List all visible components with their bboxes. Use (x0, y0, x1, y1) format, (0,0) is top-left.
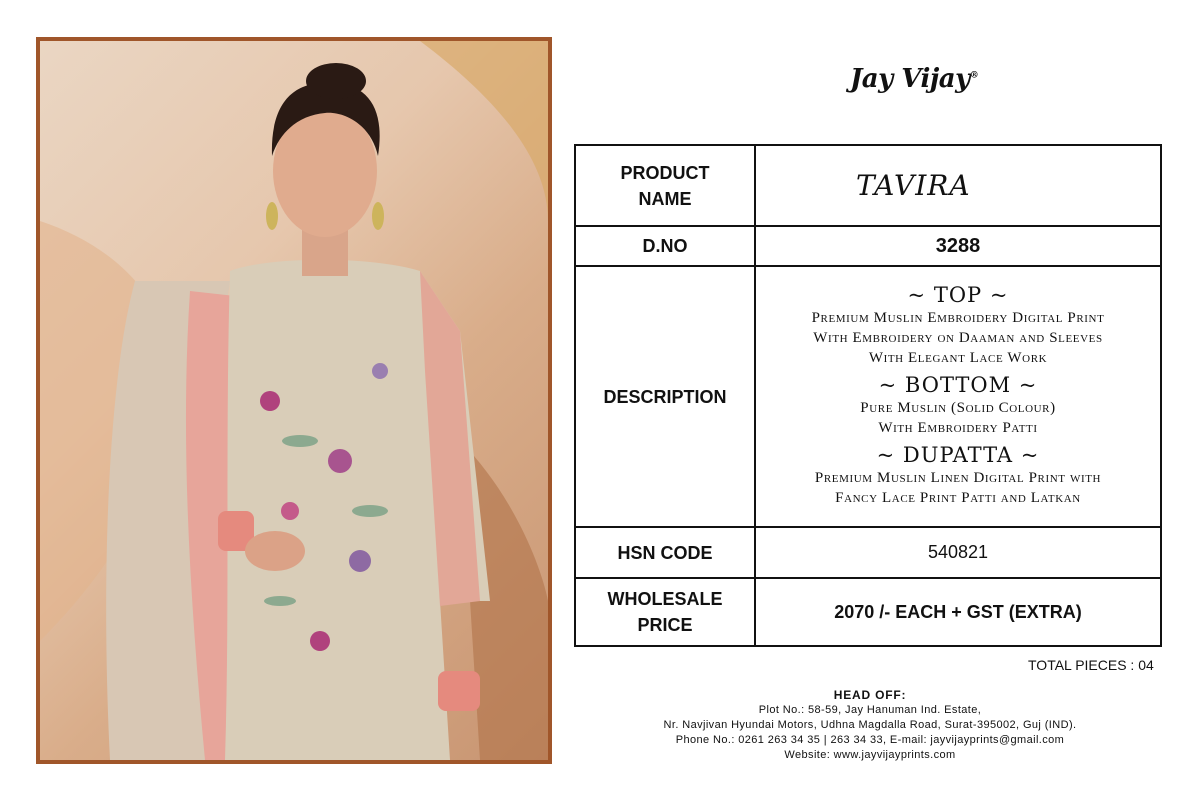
desc-top-block (756, 282, 1160, 368)
model-illustration (40, 41, 548, 760)
desc-top-heading: ~ TOP ~ (907, 282, 1009, 307)
value-product-name-cell (755, 145, 1161, 226)
label-product-name (575, 145, 755, 226)
footer-heading: HEAD OFF: (833, 688, 907, 702)
wholesale-price-value: 2070 /- EACH + GST (EXTRA) (834, 601, 1082, 622)
desc-bottom-line: With Embroidery Patti (878, 419, 1038, 436)
label-price-line1: WHOLESALE (607, 589, 723, 609)
value-description-cell (755, 266, 1161, 527)
value-dno-cell (755, 226, 1161, 266)
desc-bottom-block (756, 372, 1160, 438)
label-wholesale-price (575, 578, 755, 646)
desc-top-line: With Elegant Lace Work (868, 349, 1048, 366)
row-dno (575, 226, 1161, 266)
head-office-footer (600, 688, 1140, 763)
label-price-line2: PRICE (637, 615, 693, 635)
product-spec-table (574, 144, 1162, 647)
footer-website-line: Website: www.jayvijayprints.com (784, 749, 956, 761)
label-product-name-line2: NAME (638, 188, 692, 209)
desc-dupatta-heading: ~ DUPATTA ~ (876, 442, 1040, 467)
desc-bottom-heading: ~ BOTTOM ~ (878, 372, 1038, 397)
desc-dupatta-block (756, 442, 1160, 508)
dno-value: 3288 (935, 234, 981, 257)
registered-mark: ® (969, 70, 979, 81)
total-pieces: TOTAL PIECES : 04 (1028, 657, 1154, 673)
desc-top-line: With Embroidery on Daaman and Sleeves (813, 329, 1103, 346)
label-description: DESCRIPTION (575, 266, 755, 527)
label-product-name-line1: PRODUCT (620, 162, 710, 183)
footer-address-line2: Nr. Navjivan Hyundai Motors, Udhna Magdalla Road, Surat-395002, Guj (IND). (663, 719, 1077, 731)
hsn-code-value: 540821 (927, 542, 989, 562)
footer-address-line1: Plot No.: 58-59, Jay Hanuman Ind. Estate, (758, 704, 982, 716)
value-hsn-cell (755, 527, 1161, 578)
row-hsn-code (575, 527, 1161, 578)
brand-logo (850, 64, 978, 94)
product-photo-frame (36, 37, 552, 764)
model-photo (40, 41, 548, 760)
footer-contact-line: Phone No.: 0261 263 34 35 | 263 34 33, E-mail: jayvijayprints@gmail.com (675, 734, 1065, 746)
row-product-name (575, 145, 1161, 226)
desc-dupatta-line: Premium Muslin Linen Digital Print with (814, 469, 1102, 486)
product-name-value: TAVIRA (856, 169, 971, 202)
brand-logo-text: Jay Vijay (850, 64, 970, 94)
value-price-cell (755, 578, 1161, 646)
row-wholesale-price (575, 578, 1161, 646)
desc-bottom-line: Pure Muslin (Solid Colour) (860, 399, 1056, 416)
row-description (575, 266, 1161, 527)
desc-dupatta-line: Fancy Lace Print Patti and Latkan (835, 489, 1081, 506)
label-hsn-code: HSN CODE (575, 527, 755, 578)
desc-top-line: Premium Muslin Embroidery Digital Print (811, 309, 1105, 326)
label-dno: D.NO (575, 226, 755, 266)
